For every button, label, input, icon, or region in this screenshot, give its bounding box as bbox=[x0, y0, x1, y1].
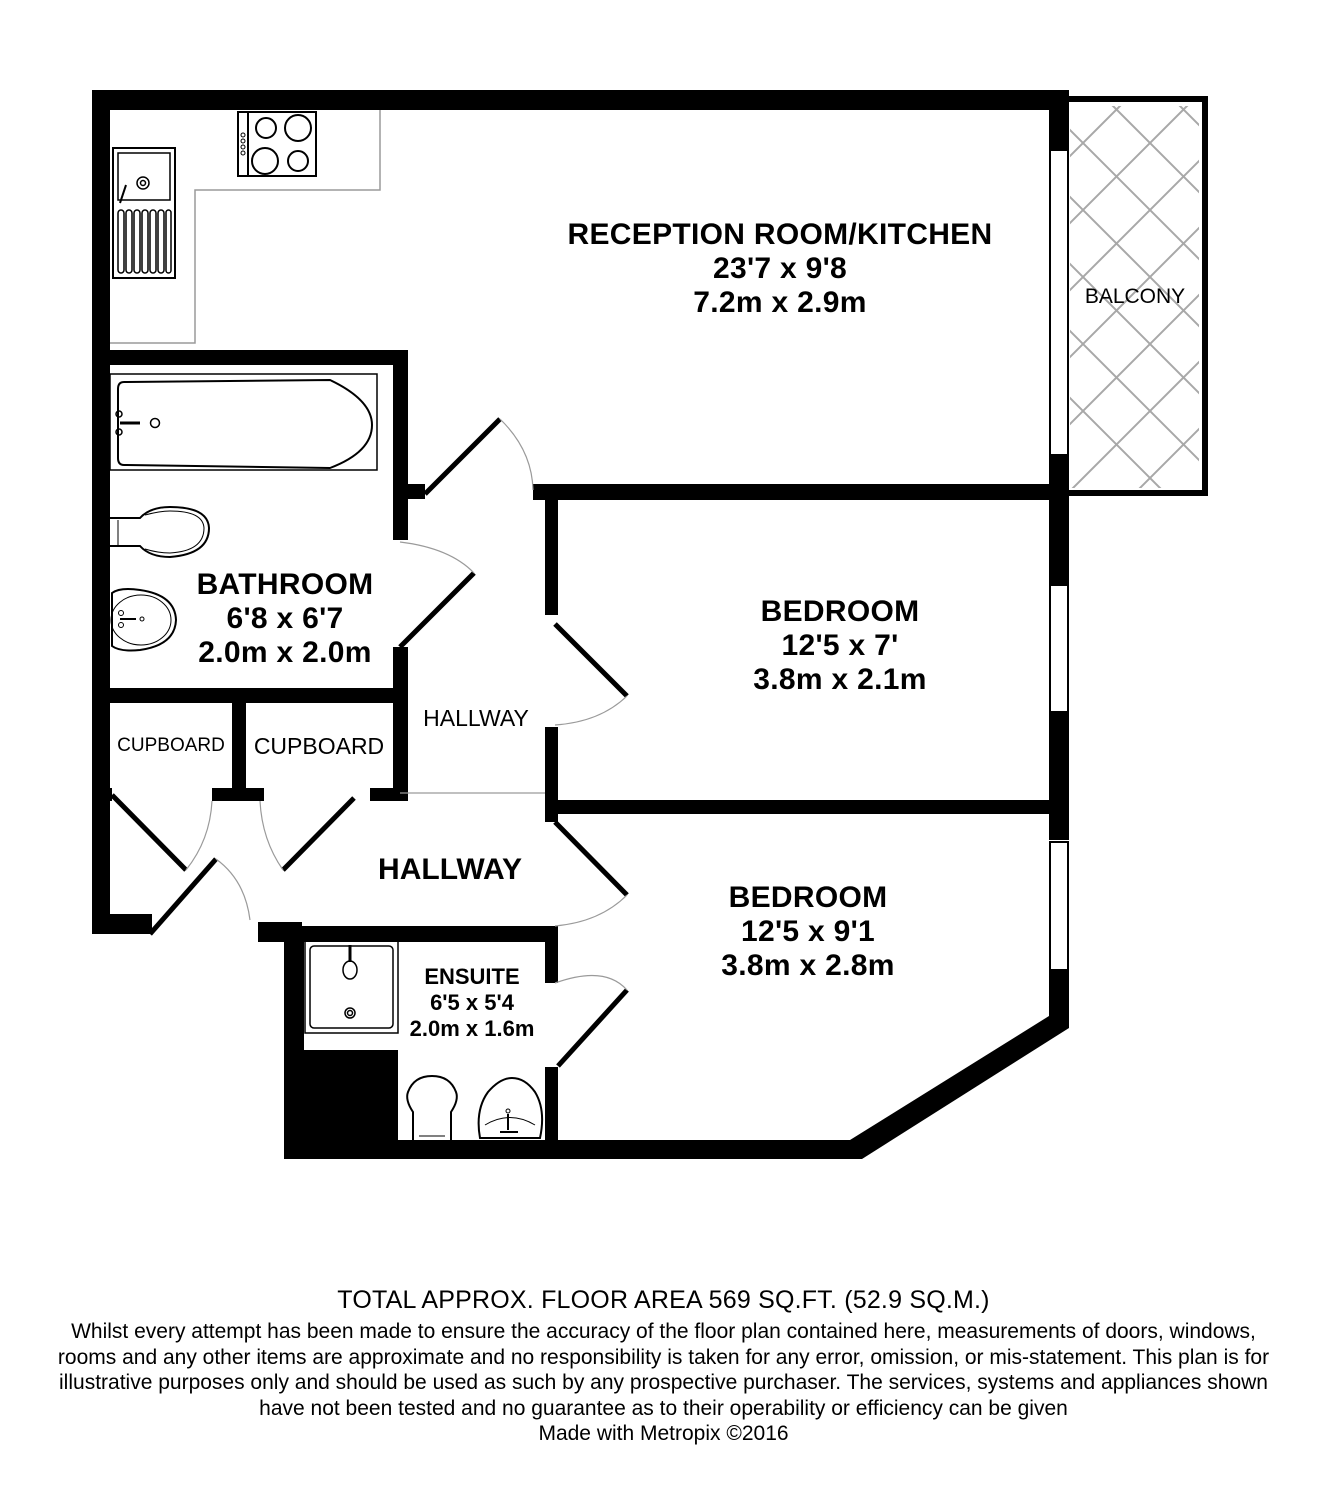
room-dim-metric: 3.8m x 2.1m bbox=[753, 663, 927, 696]
shower-tray-icon bbox=[305, 941, 398, 1033]
room-cupboard-2 bbox=[246, 732, 392, 760]
total-floor-area: TOTAL APPROX. FLOOR AREA 569 SQ.FT. (52.9 SQ.M.) bbox=[337, 1286, 990, 1314]
room-name: HALLWAY bbox=[423, 705, 529, 731]
room-name: CUPBOARD bbox=[253, 733, 385, 759]
room-name: BEDROOM bbox=[760, 595, 920, 628]
window-reception bbox=[1050, 150, 1068, 455]
room-hallway-lower bbox=[350, 852, 550, 888]
bathtub-icon bbox=[110, 374, 377, 470]
door-leaf-cupboard1 bbox=[112, 795, 186, 870]
hob-icon bbox=[238, 112, 316, 176]
room-name: ENSUITE bbox=[424, 964, 520, 989]
door-leaf-reception bbox=[425, 419, 500, 494]
room-dim-imperial: 6'8 x 6'7 bbox=[226, 602, 344, 635]
room-balcony bbox=[1068, 285, 1202, 309]
door-leaf-ensuite bbox=[558, 990, 627, 1066]
door-leaf-bedroom1 bbox=[555, 624, 627, 696]
room-name: RECEPTION ROOM/KITCHEN bbox=[567, 218, 993, 251]
window-bedroom2 bbox=[1050, 842, 1068, 970]
room-bedroom-1 bbox=[700, 595, 980, 697]
room-bathroom bbox=[170, 568, 400, 670]
door-leaf-bathroom bbox=[400, 573, 474, 647]
ensuite-toilet-icon bbox=[407, 1076, 457, 1140]
room-name: CUPBOARD bbox=[117, 735, 225, 756]
door-leaf-bedroom2 bbox=[555, 822, 627, 895]
room-dim-imperial: 12'5 x 7' bbox=[781, 629, 899, 662]
room-dim-metric: 2.0m x 2.0m bbox=[198, 636, 372, 669]
credit: Made with Metropix ©2016 bbox=[538, 1422, 789, 1445]
ensuite-basin-icon bbox=[479, 1078, 543, 1138]
room-name: BATHROOM bbox=[196, 568, 374, 601]
kitchen-sink-icon bbox=[113, 148, 175, 278]
room-name: BALCONY bbox=[1084, 285, 1186, 308]
room-name: HALLWAY bbox=[378, 853, 522, 886]
door-leaf-cupboard2 bbox=[283, 798, 354, 870]
basin-icon bbox=[111, 589, 176, 651]
room-hallway-upper bbox=[406, 704, 546, 732]
disclaimer: Whilst every attempt has been made to ensure the accuracy of the floor plan contained here, measurements of doors, windows, rooms and any other items are approximate and no responsibility is taken for any error, omission, or mis-statement. This plan is for illustrative purposes only and should be used as such by any prospective purchaser. The services, systems and appliances shown have not been tested and no guarantee as to their operability or efficiency can be given bbox=[57, 1320, 1270, 1420]
room-name: BEDROOM bbox=[728, 881, 888, 914]
room-ensuite bbox=[396, 964, 548, 1042]
room-dim-imperial: 6'5 x 5'4 bbox=[430, 990, 514, 1015]
room-dim-metric: 3.8m x 2.8m bbox=[721, 949, 895, 982]
room-dim-metric: 2.0m x 1.6m bbox=[409, 1016, 535, 1041]
window-bedroom1 bbox=[1050, 585, 1068, 712]
room-dim-imperial: 12'5 x 9'1 bbox=[740, 915, 876, 948]
room-cupboard-1 bbox=[110, 734, 232, 758]
room-dim-imperial: 23'7 x 9'8 bbox=[712, 252, 848, 285]
room-reception bbox=[520, 218, 1040, 320]
room-bedroom-2 bbox=[668, 881, 948, 983]
room-dim-metric: 7.2m x 2.9m bbox=[693, 286, 867, 319]
toilet-icon bbox=[110, 507, 209, 557]
footer bbox=[0, 1283, 1327, 1446]
